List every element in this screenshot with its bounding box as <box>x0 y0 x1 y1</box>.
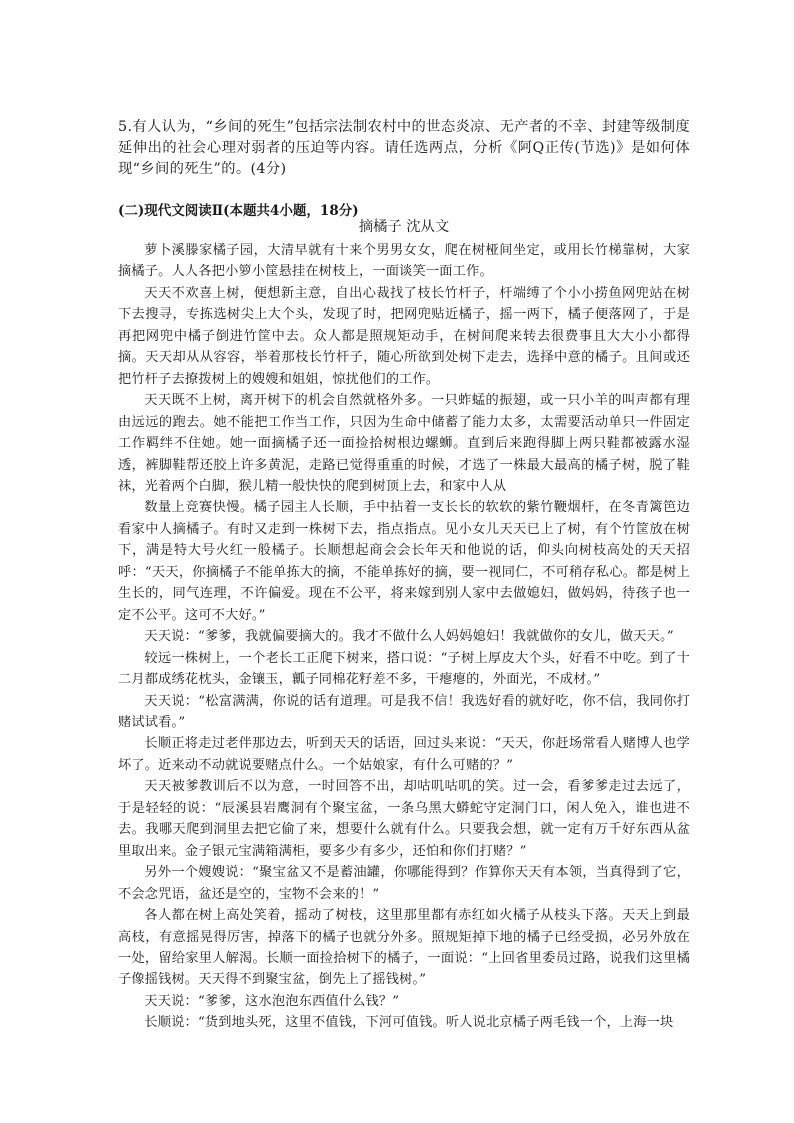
paragraph: 萝卜溪滕家橘子园，大清早就有十来个男男女女，爬在树桠间坐定，或用长竹梯靠树，大家摘橘子。人人各把小箩小筐悬挂在树枝上，一面谈笑一面工作。 <box>118 243 690 280</box>
paragraph: 各人都在树上高处笑着，摇动了树枝，这里那里都有赤红如火橘子从枝头下落。天天上到最高枝，有意摇晃得厉害，掉落下的橘子也就分外多。照规矩掉下地的橘子已经受损，必另外放在一处，留给家里人解渴。长顺一面捡拾树下的橘子，一面说：“上回省里委员过路，说我们这里橘子像摇钱树。天天得不到聚宝盆，倒先上了摇钱树。” <box>118 908 690 988</box>
paragraph: 长顺正将走过老伴那边去，听到天天的话语，回过头来说：“天天，你赶场常看人赌博人也学坏了。近来动不动就说要赌点什么。一个姑娘家，有什么可赌的？” <box>118 736 690 773</box>
question-5 <box>118 117 690 180</box>
paragraph: 天天不欢喜上树，便想新主意，自出心裁找了枝长竹杆子，杆端缚了个小小捞鱼网兜站在树下去搜寻，专拣选树尖上大个头，发现了时，把网兜贴近橘子，摇一两下，橘子便落网了，于是再把网兜中橘子倒进竹筐中去。众人都是照规矩动手，在树间爬来转去很费事且大大小小都得摘。天天却从从容容，举着那枝长竹杆子，随心所欲到处树下走去，选择中意的橘子。且间或还把竹杆子去撩拨树上的嫂嫂和姐姐，惊扰他们的工作。 <box>118 285 690 387</box>
paragraph: 天天说：“爹爹，这水泡泡东西值什么钱？” <box>144 993 400 1009</box>
question-5-text: 5.有人认为，“乡间的死生”包括宗法制农村中的世态炎凉、无产者的不幸、封建等级制度延伸出的社会心理对弱者的压迫等内容。请任选两点，分析《阿Q正传(节选)》是如何体现“乡间的死生”的。(4分) <box>118 119 690 177</box>
paragraph: 另外一个嫂嫂说：“聚宝盆又不是蓄油罐，你哪能得到？作算你天天有本领，当真得到了它，不会念咒语，盆还是空的，宝物不会来的！” <box>118 865 690 902</box>
paragraph: 较远一株树上，一个老长工正爬下树来，搭口说：“子树上厚皮大个头，好看不中吃。到了十二月都成绣花枕头，金镶玉，瓤子同棉花籽差不多，干瘪瘪的，外面光，不成材。” <box>118 650 690 688</box>
paragraph: 长顺说：“货到地头死，这里不值钱，下河可值钱。听人说北京橘子两毛钱一个，上海一块 <box>144 1015 674 1031</box>
paragraph: 天天说：“松富满满，你说的话有道理。可是我不信！我选好看的就好吃，你不信，我同你打赌试试看。” <box>118 693 690 730</box>
paragraph: 数量上竞赛快慢。橘子园主人长顺，手中拈着一支长长的软软的紫竹鞭烟杆，在冬青篱笆边看家中人摘橘子。有时又走到一株树下去，指点指点。见小女儿天天已上了树，有个竹筐放在树下，满是特大号火红一般橘子。长顺想起商会会长年天和他说的话，仰头向树枝高处的天天招呼：“天天，你摘橘子不能单拣大的摘，不能单拣好的摘，要一视同仁，不可稍存私心。都是树上生长的，同气连理，不许偏爱。现在不公平，将来嫁到别人家中去做媳妇，做妈妈，待孩子也一定不公平。这可不大好。” <box>118 500 690 623</box>
section-heading: (二)现代文阅读Ⅱ(本题共4小题，18分) <box>118 203 359 219</box>
paragraph: 天天既不上树，离开树下的机会自然就格外多。一只蚱蜢的振翅，或一只小羊的叫声都有理由远远的跑去。她不能把工作当工作，只因为生命中储蓄了能力太多，太需要活动单只一件固定工作羁绊不住她。她一面摘橘子还一面捡拾树根边螺蛳。直到后来跑得脚上两只鞋都被露水湿透，裤脚鞋帮还胶上许多黄泥，走路已觉得重重的时候，才选了一株最大最高的橘子树，脱了鞋袜，光着两个白脚，猴儿精一般快快的爬到树顶上去，和家中人从 <box>118 393 690 494</box>
paragraph: 天天被爹教训后不以为意，一时回答不出，却咕叽咕叽的笑。过一会，看爹爹走过去远了，于是轻轻的说：“辰溪县岩鹰洞有个聚宝盆，一条乌黑大蟒蛇守定洞门口，闲人免入，谁也进不去。我哪天爬到洞里去把它偷了来，想要什么就有什么。只要我会想，就一定有万千好东西从盆里取出来。金子银元宝满箱满柜，要多少有多少，还怕和你们打赌？” <box>118 779 690 859</box>
article-body <box>118 240 690 1034</box>
paragraph: 天天说：“爹爹，我就偏要摘大的。我才不做什么人妈妈媳妇！我就做你的女儿，做天天。” <box>144 629 674 645</box>
article-title: 摘橘子 沈从文 <box>358 219 450 235</box>
